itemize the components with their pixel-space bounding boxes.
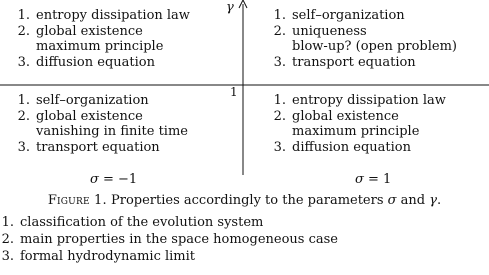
list-item-number: 2.: [17, 108, 30, 124]
outline-item-number: 1.: [1, 215, 14, 230]
list-item: [264, 93, 446, 109]
list-item: [8, 109, 188, 125]
sigma-right-value: = 1: [363, 172, 392, 187]
figure-caption: [0, 193, 489, 208]
sigma-right-label: [355, 172, 391, 187]
quadrant-bottom-right: [264, 93, 446, 155]
list-item-text: uniqueness: [292, 23, 367, 39]
list-item-text: global existence: [292, 108, 399, 124]
caption-gamma: γ: [429, 193, 438, 208]
list-item: [8, 55, 190, 71]
outline-item: [0, 248, 338, 265]
list-item-number: 3.: [273, 54, 286, 70]
caption-sigma: σ: [387, 193, 397, 208]
list-item-text: transport equation: [36, 139, 160, 155]
axis-tick-one: 1: [230, 85, 238, 99]
caption-end: .: [437, 193, 442, 208]
list-item-number: 3.: [273, 139, 286, 155]
list-item-continuation: blow-up? (open problem): [292, 39, 457, 54]
gamma-axis-label: γ: [226, 0, 234, 15]
list-item: [8, 8, 190, 24]
list-item: [8, 140, 188, 156]
list-item-continuation: maximum principle: [292, 124, 420, 139]
caption-text: Properties accordingly to the parameters: [106, 193, 388, 208]
outline-item-text: classification of the evolution system: [20, 215, 264, 230]
sigma-left-var: σ: [90, 172, 99, 187]
list-item: [264, 24, 457, 40]
outline-list: [0, 214, 338, 265]
list-item: [8, 24, 190, 40]
list-item-text: global existence: [36, 23, 143, 39]
outline-item-number: 2.: [1, 232, 14, 247]
sigma-left-label: [90, 172, 137, 187]
sigma-left-value: = −1: [98, 172, 138, 187]
caption-label: Figure 1.: [47, 193, 107, 208]
list-item-text: entropy dissipation law: [292, 93, 446, 108]
quadrant-top-right: [264, 8, 457, 70]
quadrant-bottom-left: [8, 93, 188, 155]
list-item-text: diffusion equation: [292, 139, 411, 155]
outline-item: [0, 214, 338, 231]
outline-item-number: 3.: [1, 249, 14, 264]
list-item-text: entropy dissipation law: [36, 8, 190, 23]
list-item-number: 1.: [273, 93, 286, 108]
outline-item: [0, 231, 338, 248]
list-item-number: 3.: [17, 54, 30, 70]
list-item-number: 3.: [17, 139, 30, 155]
list-item: [264, 109, 446, 125]
list-item: [264, 8, 457, 24]
list-item-text: global existence: [36, 108, 143, 124]
list-item-number: 2.: [273, 108, 286, 124]
list-item-continuation: maximum principle: [36, 39, 164, 54]
list-item-continuation: vanishing in finite time: [36, 124, 188, 139]
quadrant-top-left: [8, 8, 190, 70]
caption-and: and: [396, 193, 430, 208]
list-item-number: 1.: [17, 93, 30, 108]
list-item-number: 2.: [17, 23, 30, 39]
list-item: [8, 93, 188, 109]
sigma-right-var: σ: [355, 172, 364, 187]
list-item-number: 1.: [17, 8, 30, 23]
list-item-number: 1.: [273, 8, 286, 23]
list-item-text: transport equation: [292, 54, 416, 70]
list-item-number: 2.: [273, 23, 286, 39]
outline-item-text: main properties in the space homogeneous case: [20, 232, 338, 247]
list-item-text: self–organization: [292, 8, 405, 23]
list-item: [264, 55, 457, 71]
list-item-text: self–organization: [36, 93, 149, 108]
list-item: [264, 140, 446, 156]
list-item-text: diffusion equation: [36, 54, 155, 70]
outline-item-text: formal hydrodynamic limit: [20, 249, 196, 264]
